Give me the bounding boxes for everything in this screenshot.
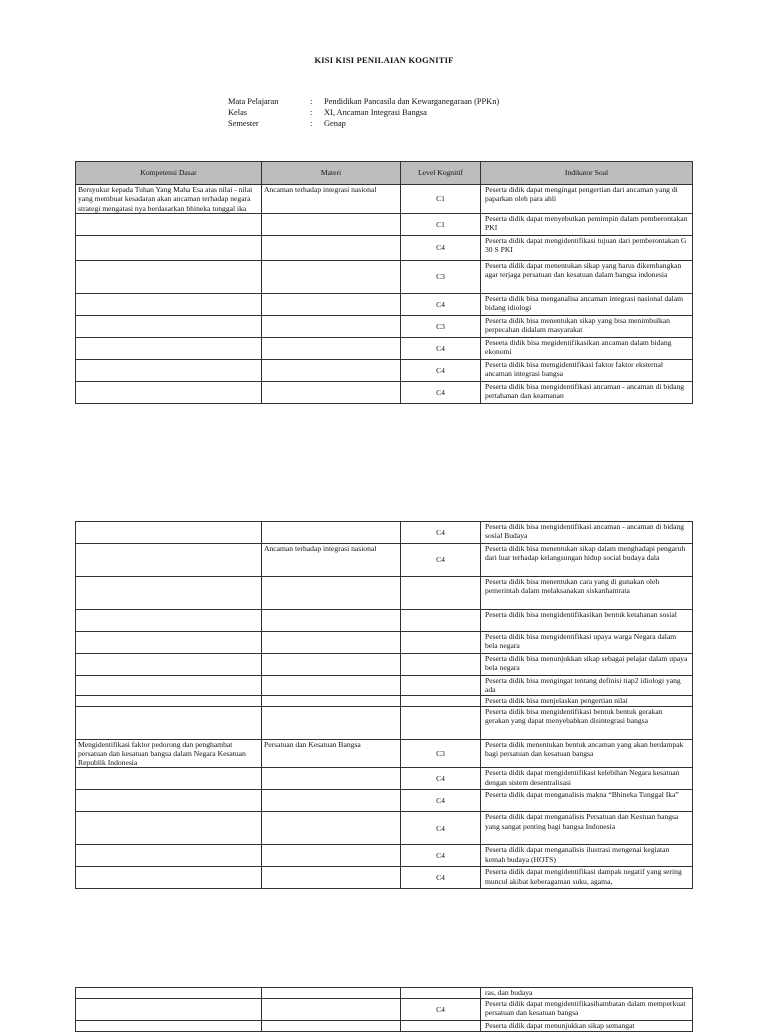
header-materi: Materi — [262, 162, 401, 185]
table-row — [76, 632, 693, 654]
table-row — [76, 185, 693, 214]
document-meta — [228, 96, 499, 129]
kompetensi-dasar-cell — [76, 260, 262, 293]
indikator-text: Peserta didik bisa mengidentifikasi ancaman - ancaman di bidang sosial Budaya — [485, 522, 685, 541]
table-row — [76, 522, 693, 544]
indikator-cell — [481, 676, 693, 696]
level-kognitif-cell: C4 — [401, 381, 481, 403]
kompetensi-dasar-cell: Mengidentifikasi faktor pedorong dan penghambat persatuan dan kesatuan bangsa dalam Negara Kesatuan Republik Indonesia — [76, 739, 262, 768]
indikator-cell — [481, 610, 693, 632]
materi-cell — [262, 867, 401, 889]
level-kognitif-cell: C4 — [401, 812, 481, 845]
table-row — [76, 381, 693, 403]
indikator-cell — [481, 988, 693, 999]
indikator-cell — [481, 544, 693, 577]
kompetensi-dasar-cell — [76, 790, 262, 812]
indikator-cell — [481, 381, 693, 403]
table-row — [76, 359, 693, 381]
level-kognitif-cell: C4 — [401, 999, 481, 1021]
indikator-cell — [481, 867, 693, 889]
table-row — [76, 988, 693, 999]
table-header-row — [76, 162, 693, 185]
level-kognitif-cell: C1 — [401, 213, 481, 235]
indikator-text: Peserta didik dapat menganalisis ilustrasi mengenai kegiatan kemah budaya (HOTS) — [485, 845, 670, 864]
kompetensi-dasar-cell — [76, 359, 262, 381]
materi-cell — [262, 213, 401, 235]
indikator-cell — [481, 577, 693, 610]
level-kognitif-cell: C3 — [401, 260, 481, 293]
meta-colon: : — [310, 97, 313, 106]
materi-cell — [262, 695, 401, 706]
level-kognitif-cell: C4 — [401, 790, 481, 812]
materi-cell — [262, 988, 401, 999]
indikator-cell — [481, 999, 693, 1021]
materi-cell — [262, 768, 401, 790]
kompetensi-dasar-cell — [76, 577, 262, 610]
meta-colon: : — [310, 119, 313, 128]
level-kognitif-cell: C4 — [401, 293, 481, 315]
indikator-text: Peserta didik dapat mengidentifikasihambatan dalam memperkuat persatuan dan kesatuan bangsa — [485, 999, 686, 1018]
materi-cell — [262, 1021, 401, 1032]
indikator-cell — [481, 768, 693, 790]
level-kognitif-cell — [401, 676, 481, 696]
kompetensi-dasar-cell — [76, 213, 262, 235]
table-row — [76, 315, 693, 337]
kompetensi-dasar-cell — [76, 522, 262, 544]
indikator-text: Peserta didik bisa menentukan cara yang di gunakan oleh pemerintah dalam melaksanakan siskanhamrata — [485, 577, 660, 596]
indikator-text: Peserta didik bisa menentukan sikap dalam menghadapi pengaruh dari luar terhadap kelangsungan hidup social budaya dala — [485, 544, 686, 563]
indikator-text: Peserta didik bisa menjelaskan pengertian nilai — [485, 695, 628, 705]
materi-cell — [262, 235, 401, 260]
table-row — [76, 235, 693, 260]
table-row — [76, 790, 693, 812]
level-kognitif-cell: C4 — [401, 522, 481, 544]
indikator-cell — [481, 739, 693, 768]
level-kognitif-cell: C4 — [401, 867, 481, 889]
indikator-cell — [481, 845, 693, 867]
materi-cell — [262, 790, 401, 812]
meta-row-subject — [228, 96, 499, 107]
kompetensi-dasar-cell — [76, 610, 262, 632]
level-kognitif-cell — [401, 1021, 481, 1032]
table-row — [76, 676, 693, 696]
materi-cell — [262, 293, 401, 315]
header-kompetensi-dasar: Kompetensi Dasar — [76, 162, 262, 185]
kompetensi-dasar-cell — [76, 337, 262, 359]
table-row — [76, 812, 693, 845]
level-kognitif-cell — [401, 988, 481, 999]
document-title: KISI KISI PENILAIAN KOGNITIF — [314, 55, 454, 65]
kisi-table-page-3 — [75, 987, 693, 1032]
table-row — [76, 845, 693, 867]
indikator-cell — [481, 337, 693, 359]
indikator-text: Peserta didik dapat menganalisis Persatuan dan Kestuan bangsa yang sangat penting bagi bangsa Indonesia — [485, 812, 679, 831]
kompetensi-dasar-cell — [76, 999, 262, 1021]
materi-cell — [262, 381, 401, 403]
indikator-cell — [481, 790, 693, 812]
table-row — [76, 654, 693, 676]
table-row — [76, 610, 693, 632]
level-kognitif-cell — [401, 706, 481, 739]
meta-label: Semester — [228, 119, 259, 128]
level-kognitif-cell — [401, 654, 481, 676]
kompetensi-dasar-cell — [76, 676, 262, 696]
materi-cell — [262, 260, 401, 293]
kompetensi-dasar-cell: Bersyukur kepada Tuhan Yang Maha Esa atas nilai - nilai yang membuat kesadaran akan ancaman terhadap negara strategi mengatasi nya berdasarkan bhineka tunggal ika — [76, 185, 262, 214]
indikator-cell — [481, 213, 693, 235]
level-kognitif-cell: C3 — [401, 315, 481, 337]
level-kognitif-cell: C4 — [401, 235, 481, 260]
indikator-text: Peserta didik dapat menganalisis makna “Bhineka Tunggal Ika” — [485, 790, 679, 800]
meta-colon: : — [310, 108, 313, 117]
materi-cell: Persatuan dan Kesatuan Bangsa — [262, 739, 401, 768]
indikator-text: Peserta didik dapat mengidentifikasi tujuan dari pemberontakan G 30 S PKI — [485, 235, 687, 255]
materi-cell — [262, 610, 401, 632]
indikator-cell — [481, 706, 693, 739]
table-row — [76, 999, 693, 1021]
kompetensi-dasar-cell — [76, 544, 262, 577]
meta-row-class — [228, 107, 499, 118]
indikator-text: Peserta didik menentukan bentuk ancaman yang akan berdampak bagi persatuan dan kesatuan bangsa — [485, 739, 684, 758]
indikator-text: Peserta didik bisa menganalisa ancaman integrasi nasional dalam bidang idiologi — [485, 293, 684, 313]
kompetensi-dasar-cell — [76, 695, 262, 706]
table-row — [76, 706, 693, 739]
materi-cell: Ancaman terhadap integrasi nasional — [262, 544, 401, 577]
kompetensi-dasar-cell — [76, 1021, 262, 1032]
indikator-cell — [481, 632, 693, 654]
indikator-text: Peserta didik dapat menunjukkan sikap semangat — [485, 1021, 635, 1030]
indikator-cell — [481, 315, 693, 337]
indikator-cell — [481, 293, 693, 315]
kompetensi-dasar-cell — [76, 706, 262, 739]
level-kognitif-cell: C4 — [401, 337, 481, 359]
meta-value: Genap — [324, 119, 346, 128]
kompetensi-dasar-cell — [76, 845, 262, 867]
kompetensi-dasar-cell — [76, 235, 262, 260]
meta-row-semester — [228, 118, 499, 129]
materi-cell — [262, 845, 401, 867]
materi-cell — [262, 522, 401, 544]
indikator-text: Peserta didik bisa mengidentifikasi bentuk bentuk gerakan gerakan yang dapat menyebabkan disintegrasi bangsa — [485, 706, 663, 725]
header-level-kognitif: Level Kognitif — [401, 162, 481, 185]
indikator-text: Peserta didik bisa mengidentifikasi ancaman - ancaman di bidang pertahanan dan keamanan — [485, 381, 685, 401]
indikator-text: ras, dan budaya — [485, 988, 533, 997]
table-row — [76, 768, 693, 790]
header-indikator-soal: Indikator Soal — [481, 162, 693, 185]
level-kognitif-cell — [401, 695, 481, 706]
indikator-cell — [481, 1021, 693, 1032]
level-kognitif-cell: C4 — [401, 845, 481, 867]
meta-value: Pendidikan Pancasila dan Kewarganegaraan (PPKn) — [324, 97, 500, 106]
indikator-text: Peserta didik dapat menentukan sikap yang harus dikembangkan agar terjaga persatuan dan kesatuan dalam bangsa indonesia — [485, 260, 682, 280]
kompetensi-dasar-cell — [76, 654, 262, 676]
kompetensi-dasar-cell — [76, 293, 262, 315]
indikator-cell — [481, 654, 693, 676]
materi-cell: Ancaman terhadap integrasi nasional — [262, 185, 401, 214]
table-row — [76, 739, 693, 768]
kisi-table-page-2 — [75, 521, 693, 889]
materi-cell — [262, 654, 401, 676]
materi-cell — [262, 315, 401, 337]
table-row — [76, 1021, 693, 1032]
table-row — [76, 544, 693, 577]
materi-cell — [262, 706, 401, 739]
kisi-table-page-1 — [75, 161, 693, 404]
level-kognitif-cell: C4 — [401, 359, 481, 381]
table-row — [76, 260, 693, 293]
indikator-cell — [481, 185, 693, 214]
materi-cell — [262, 577, 401, 610]
indikator-cell — [481, 812, 693, 845]
level-kognitif-cell — [401, 632, 481, 654]
kompetensi-dasar-cell — [76, 812, 262, 845]
indikator-cell — [481, 522, 693, 544]
materi-cell — [262, 337, 401, 359]
materi-cell — [262, 999, 401, 1021]
indikator-text: Peserta didik bisa mengidentifikasi upaya warga Negara dalam bela negara — [485, 632, 677, 651]
meta-label: Mata Pelajaran — [228, 97, 279, 106]
level-kognitif-cell — [401, 577, 481, 610]
indikator-cell — [481, 359, 693, 381]
indikator-text: Peseeta didik bisa megidentifikasikan ancaman dalam bidang ekonomi — [485, 337, 672, 357]
materi-cell — [262, 812, 401, 845]
indikator-text: Peserta didik bisa mengingat tentang definisi tiap2 idiologi yang ada — [485, 676, 681, 695]
indikator-text: Peserta didik bisa menunjukkan sikap sebagai pelajar dalam upaya bela negara — [485, 654, 688, 673]
indikator-text: Peserta didik dapat mengingat pengertian dari ancaman yang di paparkan oleh para ahli — [485, 185, 678, 204]
materi-cell — [262, 676, 401, 696]
indikator-text: Peserta didik bisa menentukan sikap yang bisa menimbulkan perpecahan didalam masyarakat — [485, 315, 670, 335]
kompetensi-dasar-cell — [76, 632, 262, 654]
kompetensi-dasar-cell — [76, 315, 262, 337]
kompetensi-dasar-cell — [76, 988, 262, 999]
indikator-cell — [481, 235, 693, 260]
table-row — [76, 213, 693, 235]
indikator-text: Peserta didik bisa memgidentifikasi faktor faktor eksternal ancaman integrasi bangsa — [485, 359, 663, 379]
kompetensi-dasar-cell — [76, 867, 262, 889]
table-row — [76, 577, 693, 610]
indikator-cell — [481, 260, 693, 293]
table-row — [76, 337, 693, 359]
level-kognitif-cell: C1 — [401, 185, 481, 214]
table-row — [76, 695, 693, 706]
materi-cell — [262, 632, 401, 654]
level-kognitif-cell: C4 — [401, 768, 481, 790]
indikator-text: Peserta didik dapat mengidentifikasi dampak negatif yang sering muncul akibat keberagaman suku, agama, — [485, 867, 682, 886]
indikator-text: Peserta didik dapat mengidentifikasi kelebihan Negara kesatuan dengan sistem desentralisasi — [485, 768, 680, 787]
kompetensi-dasar-cell — [76, 768, 262, 790]
indikator-text: Peserta didik bisa mengidentifikasikan bentuk ketahanan sosial — [485, 610, 677, 619]
indikator-cell — [481, 695, 693, 706]
meta-value: XI, Ancaman Integrasi Bangsa — [324, 108, 427, 117]
table-row — [76, 867, 693, 889]
materi-cell — [262, 359, 401, 381]
level-kognitif-cell: C3 — [401, 739, 481, 768]
level-kognitif-cell: C4 — [401, 544, 481, 577]
kompetensi-dasar-cell — [76, 381, 262, 403]
indikator-text: Peserta didik dapat menyebutkan pemimpin dalam pemberontakan PKI — [485, 213, 688, 233]
meta-label: Kelas — [228, 108, 248, 117]
level-kognitif-cell — [401, 610, 481, 632]
table-row — [76, 293, 693, 315]
